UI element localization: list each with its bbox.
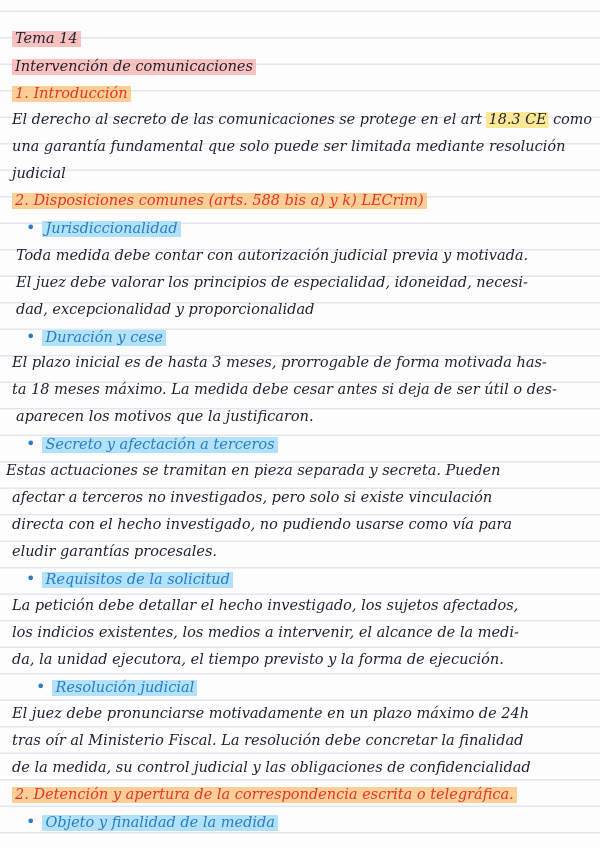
page-title: Tema 14: [12, 30, 81, 48]
paragraph-line: da, la unidad ejecutora, el tiempo previsto y la forma de ejecución.: [12, 652, 504, 668]
bullet-dot-icon: •: [26, 218, 36, 237]
paragraph-line: El juez debe pronunciarse motivadamente en un plazo máximo de 24h: [12, 706, 530, 722]
paragraph-line: de la medida, su control judicial y las obligaciones de confidencialidad: [12, 760, 531, 776]
bullet-secreto-terceros: • Secreto y afectación a terceros: [26, 435, 278, 454]
intro-paragraph-line-1: El derecho al secreto de las comunicaciones se protege en el art 18.3 CE como: [12, 112, 593, 128]
paragraph-line: ta 18 meses máximo. La medida debe cesar antes si deja de ser útil o des-: [12, 382, 557, 398]
paragraph-line: eludir garantías procesales.: [12, 544, 218, 560]
bullet-objeto-finalidad: • Objeto y finalidad de la medida: [26, 813, 278, 832]
bullet-dot-icon: •: [26, 569, 36, 588]
bullet-duracion-cese: • Duración y cese: [26, 328, 166, 347]
bullet-dot-icon: •: [26, 812, 36, 831]
bullet-requisitos-solicitud: • Requisitos de la solicitud: [26, 570, 233, 589]
intro-paragraph-line-2: una garantía fundamental que solo puede ser limitada mediante resolución: [12, 139, 566, 155]
bullet-dot-icon: •: [26, 434, 36, 453]
paragraph-line: El juez debe valorar los principios de especialidad, idoneidad, necesi-: [16, 275, 528, 291]
paragraph-line: El plazo inicial es de hasta 3 meses, prorrogable de forma motivada has-: [12, 355, 547, 371]
paragraph-line: Toda medida debe contar con autorización judicial previa y motivada.: [16, 248, 529, 264]
bullet-dot-icon: •: [36, 677, 46, 696]
paragraph-line: los indicios existentes, los medios a intervenir, el alcance de la medi-: [12, 625, 519, 641]
intro-paragraph-line-3: judicial: [12, 166, 66, 182]
paragraph-line: Estas actuaciones se tramitan en pieza separada y secreta. Pueden: [6, 463, 501, 479]
section-heading-disposiciones: 2. Disposiciones comunes (arts. 588 bis a) y k) LECrim): [12, 192, 427, 210]
section-heading-introduccion: 1. Introducción: [12, 85, 131, 103]
paragraph-line: aparecen los motivos que la justificaron.: [16, 409, 314, 425]
paragraph-line: La petición debe detallar el hecho investigado, los sujetos afectados,: [12, 598, 519, 614]
paragraph-line: directa con el hecho investigado, no pudiendo usarse como vía para: [12, 517, 513, 533]
bullet-dot-icon: •: [26, 327, 36, 346]
section-heading-correspondencia: 2. Detención y apertura de la correspondencia escrita o telegráfica.: [12, 786, 517, 804]
paragraph-line: tras oír al Ministerio Fiscal. La resolución debe concretar la finalidad: [12, 733, 524, 749]
bullet-jurisdiccionalidad: • Jurisdiccionalidad: [26, 219, 181, 238]
paragraph-line: afectar a terceros no investigados, pero solo si existe vinculación: [12, 490, 493, 506]
page-subtitle: Intervención de comunicaciones: [12, 58, 256, 76]
bullet-resolucion-judicial: • Resolución judicial: [36, 678, 197, 697]
paragraph-line: dad, excepcionalidad y proporcionalidad: [16, 302, 315, 318]
